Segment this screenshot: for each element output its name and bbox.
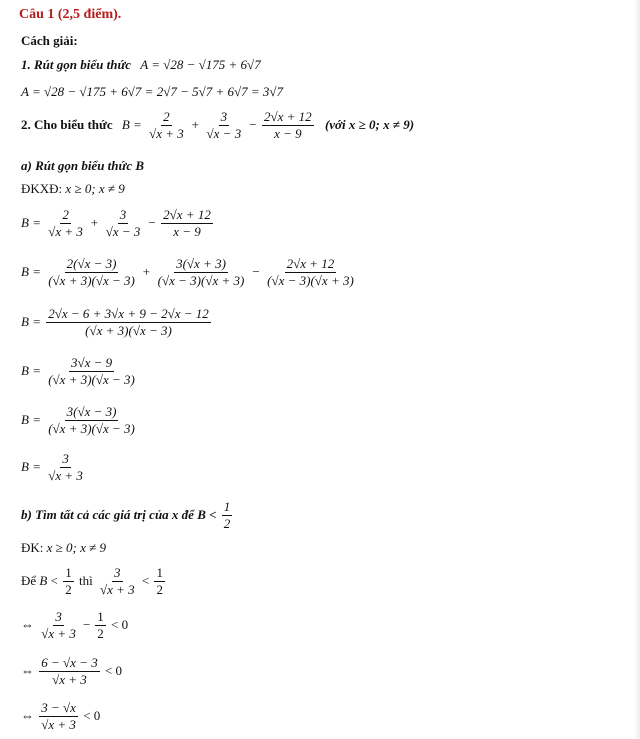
part2-expression: B = $\frac{2}{√x + 3}$ + $\frac{3}{√x - 3}$ − $\frac{2√x + 12}{x - 9}$: [121, 109, 312, 142]
line1-prefix: Để: [21, 572, 37, 588]
part-b-line3: ⇔ $\frac{6 - √x - 3}{√x + 3}$ < 0: [21, 655, 123, 688]
part2-heading-line: [21, 110, 414, 142]
part2-heading: 2. Cho biểu thức: [21, 116, 113, 132]
part-b-heading: b) Tìm tất cả các giá trị của x để B < $\frac{1}{2}$: [21, 499, 231, 532]
part-b-line1: Để B < $\frac{1}{2}$ thì $\frac{3}{√x + 3}$ < $\frac{1}{2}$: [21, 565, 163, 598]
part-a-step2: B = $\frac{2(√x - 3)}{(√x + 3)(√x - 3)}$ + $\frac{3(√x + 3)}{(√x - 3)(√x + 3)}$ − $\frac{2√x + 12}{(√x - 3)(√x + 3)}$: [21, 256, 354, 289]
part1-expression: A = √28 − √175 + 6√7: [140, 57, 261, 72]
part-b-line4: ⇔ $\frac{3 - √x}{√x + 3}$ < 0: [21, 700, 101, 733]
dkxd-label: ĐKXĐ:: [21, 181, 63, 196]
part-a-step1: B = $\frac{2}{√x + 3}$ + $\frac{3}{√x - 3}$ − $\frac{2√x + 12}{x - 9}$: [21, 207, 211, 240]
page-edge-shadow: [634, 0, 640, 739]
part-a-heading: a) Rút gọn biểu thức B: [21, 158, 145, 173]
dkxd-value: x ≥ 0; x ≠ 9: [65, 181, 125, 196]
part1-heading: 1. Rút gọn biểu thức: [21, 57, 132, 72]
part-b-line2: ⇔ $\frac{3}{√x + 3}$ − $\frac{1}{2}$ < 0: [21, 609, 129, 642]
part2-condition: (với x ≥ 0; x ≠ 9): [324, 116, 415, 132]
part-a-step6: B = $\frac{3}{√x + 3}$: [21, 451, 83, 484]
dk-label: ĐK:: [21, 540, 44, 555]
part1-solution: A = √28 − √175 + 6√7 = 2√7 − 5√7 + 6√7 = 3√7: [21, 84, 284, 99]
line1-mid: thì: [78, 572, 93, 588]
part-a-step3: B = $\frac{2√x - 6 + 3√x + 9 - 2√x - 12}{(√x + 3)(√x - 3)}$: [21, 306, 209, 339]
part-b-dk: [21, 540, 106, 556]
part-a-step5: B = $\frac{3(√x - 3)}{(√x + 3)(√x - 3)}$: [21, 404, 135, 437]
part-a-dkxd: [21, 181, 125, 197]
question-title: Câu 1 (2,5 điểm).: [19, 7, 122, 22]
part-a-step4: B = $\frac{3√x - 9}{(√x + 3)(√x - 3)}$: [21, 355, 135, 388]
method-label: Cách giải:: [21, 33, 78, 48]
part1-heading-line: [21, 57, 261, 73]
dk-value: x ≥ 0; x ≠ 9: [46, 540, 107, 555]
